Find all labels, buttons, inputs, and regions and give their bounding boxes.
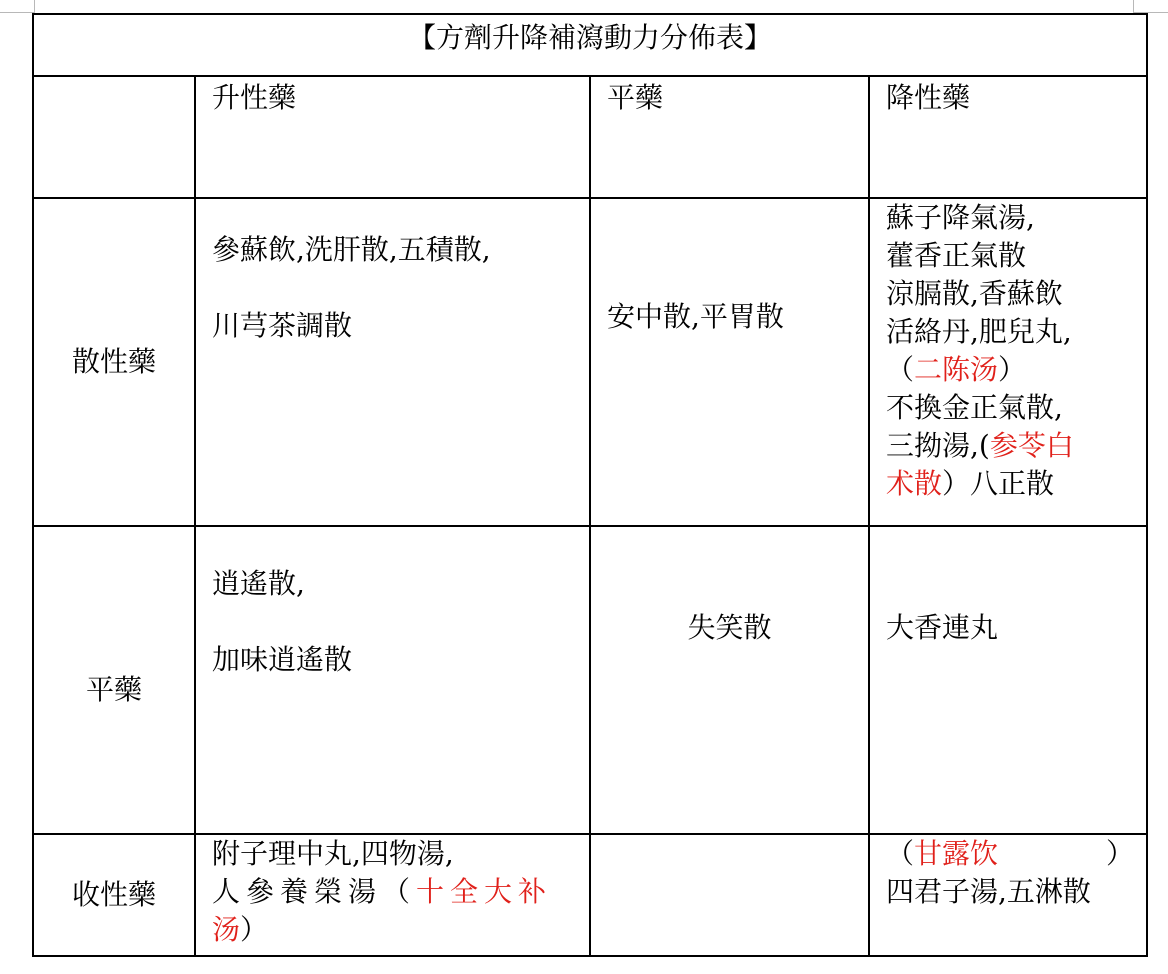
formula-line: 附子理中丸,四物湯, [212,837,454,870]
formula-line: 川芎茶調散 [212,309,353,342]
formula-line: 涼膈散,香蘇飲 [886,277,1063,310]
formula-line: 三拗湯,(参苓白 [886,429,1074,462]
prescription-distribution-table [32,13,1148,957]
table-title-cell [33,14,1147,76]
formula-line: 四君子湯,五淋散 [886,875,1091,908]
formula-line: 藿香正氣散 [886,239,1027,272]
formula-line: 逍遙散, [212,567,305,600]
row-label-collect: 收性藥 [33,834,195,956]
row-label-neutral: 平藥 [33,526,195,834]
row-collect [33,834,1147,956]
table-title: 【方劑升降補瀉動力分佈表】 [408,21,773,54]
formula-line: 參蘇飲,洗肝散,五積散, [212,233,491,266]
formula-line: 失笑散 [687,611,772,644]
row-disperse [33,198,1147,526]
title-row [33,14,1147,76]
header-fall: 降性藥 [869,76,1147,198]
highlight-formula: 十全大补 [416,875,553,908]
highlight-formula: 二陈汤 [914,353,999,386]
highlight-formula: 汤 [212,913,241,946]
formula-line: 安中散,平胃散 [607,300,784,333]
cell-collect-rise [195,834,590,956]
cell-neutral-rise [195,526,590,834]
formula-line: 术散）八正散 [886,467,1055,500]
formula-line: 活絡丹,肥兒丸, [886,315,1072,348]
cell-collect-neutral [590,834,869,956]
formula-line: （甘露饮 ） [886,837,1135,870]
formula-line: 汤） [212,913,269,946]
highlight-formula: 甘露饮 [914,837,999,870]
formula-line: 大香連丸 [886,611,999,644]
page-corner-mark-right [1133,0,1168,13]
formula-line: 不換金正氣散, [886,391,1063,424]
cell-neutral-fall [869,526,1147,834]
formula-line: （二陈汤） [886,353,1027,386]
header-neutral: 平藥 [590,76,869,198]
cell-disperse-fall [869,198,1147,526]
cell-collect-fall [869,834,1147,956]
header-row [33,76,1147,198]
formula-line: 蘇子降氣湯, [886,201,1035,234]
cell-disperse-neutral [590,198,869,526]
highlight-formula: 参苓白 [989,429,1074,462]
page-corner-mark-left [0,0,35,13]
row-label-disperse: 散性藥 [33,198,195,526]
formula-line: 人參養榮湯（十全大补 [212,875,553,908]
row-neutral [33,526,1147,834]
header-corner-cell [33,76,195,198]
cell-neutral-neutral [590,526,869,834]
header-rise: 升性藥 [195,76,590,198]
cell-disperse-rise [195,198,590,526]
formula-line: 加味逍遙散 [212,643,353,676]
highlight-formula: 术散 [886,467,943,500]
